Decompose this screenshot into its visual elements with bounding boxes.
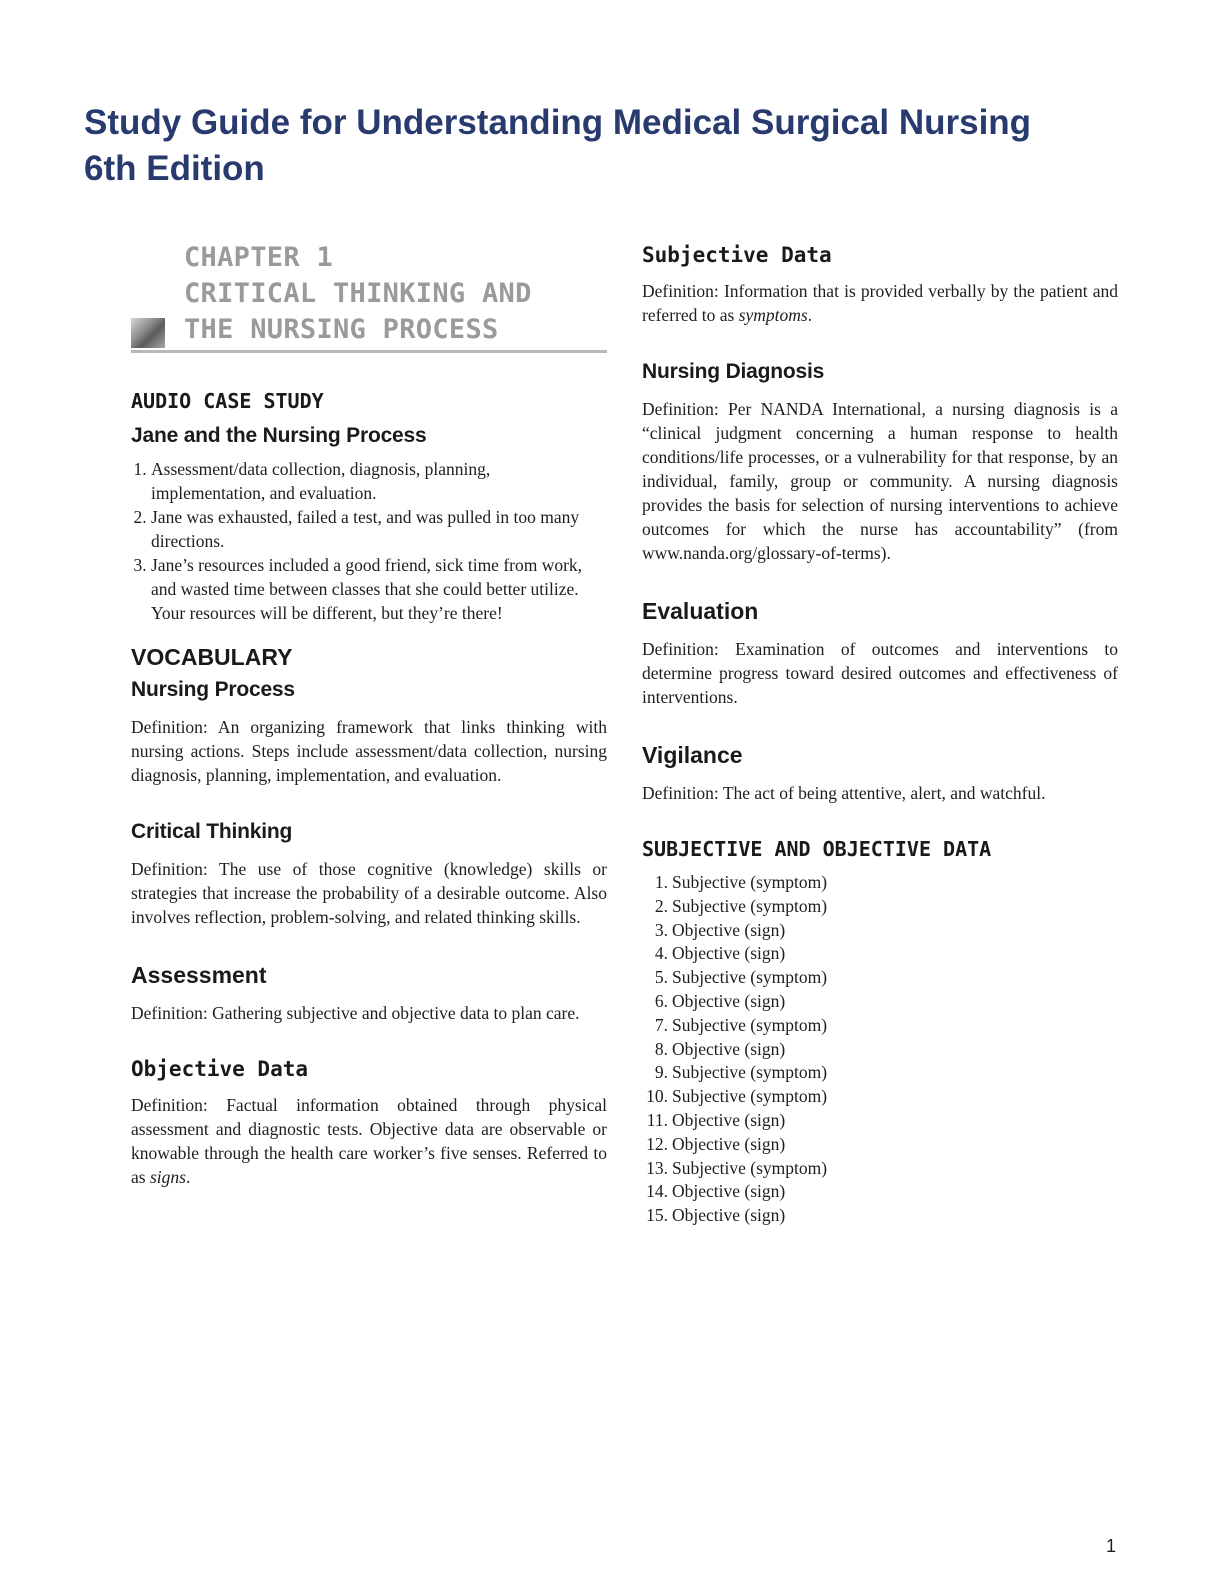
page-number: 1	[1106, 1536, 1117, 1556]
definition-vigilance: Definition: The act of being attentive, alert, and watchful.	[642, 783, 1046, 803]
subjective-objective-heading: SUBJECTIVE AND OBJECTIVE DATA	[642, 837, 992, 861]
document-title	[84, 100, 1144, 192]
list-item	[642, 1157, 1118, 1181]
definition-evaluation: Definition: Examination of outcomes and interventions to determine progress toward desired outcomes and effectiveness of interventions.	[642, 639, 1118, 707]
definition-subjective-data: Definition: Information that is provided verbally by the patient and referred to as symptoms.	[642, 281, 1118, 325]
term-subjective-data: Subjective Data	[642, 243, 832, 267]
list-item-number: 15.	[646, 1205, 668, 1226]
definition-nursing-process: Definition: An organizing framework that links thinking with nursing actions. Steps include assessment/data collection, nursing diagnosis, planning, implementation, and evaluation.	[131, 717, 607, 785]
term-objective-data: Objective Data	[131, 1057, 309, 1081]
list-item	[642, 895, 1118, 919]
list-item-text: Subjective (symptom)	[672, 1014, 828, 1035]
term-nursing-diagnosis: Nursing Diagnosis	[642, 360, 825, 383]
list-item-number: 12.	[646, 1133, 668, 1154]
list-item-number: 10.	[646, 1086, 668, 1107]
list-item: 2. Jane was exhausted, failed a test, and was pulled in too many directions.	[151, 505, 607, 553]
term-nursing-process: Nursing Process	[131, 678, 295, 701]
list-item	[642, 990, 1118, 1014]
list-item	[642, 942, 1118, 966]
list-item	[642, 1133, 1118, 1157]
list-item: 3. Jane’s resources included a good friend, sick time from work, and wasted time between classes that she could better utilize. Your resources will be different, but they’re there!	[151, 553, 607, 625]
chapter-title-line-1: CRITICAL THINKING AND	[184, 278, 532, 309]
list-item	[642, 1061, 1118, 1085]
list-item-number: 13.	[646, 1157, 668, 1178]
list-item-text: Objective (sign)	[672, 919, 786, 940]
list-item	[642, 1014, 1118, 1038]
list-item-text: Objective (sign)	[672, 1109, 786, 1130]
list-item-number: 9.	[654, 1062, 668, 1083]
list-item-number: 11.	[646, 1109, 668, 1130]
list-item	[642, 1180, 1118, 1204]
list-item-text: Subjective (symptom)	[672, 1086, 828, 1107]
list-item-number: 5.	[654, 967, 668, 988]
list-item-text: Subjective (symptom)	[672, 1157, 828, 1178]
definition-assessment: Definition: Gathering subjective and objective data to plan care.	[131, 1003, 580, 1023]
list-item-text: Objective (sign)	[672, 1181, 786, 1202]
term-vigilance: Vigilance	[642, 742, 743, 768]
list-item-number: 1.	[654, 872, 668, 892]
list-item-text: Objective (sign)	[672, 1133, 786, 1154]
term-critical-thinking: Critical Thinking	[131, 820, 293, 843]
list-item	[642, 871, 1118, 895]
list-item-text: Subjective (symptom)	[672, 1062, 828, 1083]
list-item-number: 2.	[654, 895, 668, 916]
list-item	[642, 1038, 1118, 1062]
term-evaluation: Evaluation	[642, 598, 759, 624]
list-item	[642, 1085, 1118, 1109]
list-item	[642, 966, 1118, 990]
audio-case-study-subheading: Jane and the Nursing Process	[131, 424, 427, 447]
subjective-objective-answers	[642, 871, 1118, 1228]
chapter-marker-image	[131, 318, 165, 348]
document-title-line-1: Study Guide for Understanding Medical Surgical Nursing	[84, 103, 1032, 142]
list-item-number: 3.	[654, 919, 668, 940]
list-item-text: Objective (sign)	[672, 990, 786, 1011]
list-item-text: Subjective (symptom)	[672, 895, 828, 916]
list-item-text: Objective (sign)	[672, 1205, 786, 1226]
audio-case-study-heading: AUDIO CASE STUDY	[131, 389, 324, 413]
chapter-number: CHAPTER 1	[184, 242, 333, 273]
audio-case-answers	[131, 457, 607, 625]
list-item-text: Subjective (symptom)	[672, 967, 828, 988]
term-assessment: Assessment	[131, 962, 267, 988]
list-item-text: Objective (sign)	[672, 1038, 786, 1059]
list-item-text: Objective (sign)	[672, 943, 786, 964]
list-item-number: 6.	[654, 990, 668, 1011]
list-item-number: 7.	[654, 1014, 668, 1035]
list-item	[642, 1204, 1118, 1228]
list-item	[642, 1109, 1118, 1133]
list-item: 1. Assessment/data collection, diagnosis, planning, implementation, and evaluation.	[151, 457, 607, 505]
chapter-title-line-2: THE NURSING PROCESS	[184, 314, 499, 345]
definition-critical-thinking: Definition: The use of those cognitive (knowledge) skills or strategies that increase the probability of a desirable outcome. Also involves reflection, problem-solving, and related thinking skills.	[131, 859, 607, 927]
chapter-heading	[131, 240, 607, 353]
left-column	[131, 240, 607, 1189]
list-item-number: 14.	[646, 1181, 668, 1202]
list-item	[642, 919, 1118, 943]
right-column	[642, 241, 1118, 1228]
document-title-line-2: 6th Edition	[84, 149, 265, 188]
list-item-number: 8.	[654, 1038, 668, 1059]
vocabulary-heading: VOCABULARY	[131, 644, 293, 670]
definition-objective-data: Definition: Factual information obtained through physical assessment and diagnostic tests. Objective data are observable or knowable through the health care worker’s five senses. Referred to as signs.	[131, 1095, 607, 1187]
definition-nursing-diagnosis: Definition: Per NANDA International, a nursing diagnosis is a “clinical judgment concerning a human response to health conditions/life processes, or a vulnerability for that response, by an individual, family, group or community. A nursing diagnosis provides the basis for selection of nursing interventions to achieve outcomes for which the nurse has accountability” (from www.nanda.org/glossary-of-terms).	[642, 399, 1118, 563]
list-item-number: 4.	[654, 943, 668, 964]
list-item-text: Subjective (symptom)	[672, 872, 828, 892]
